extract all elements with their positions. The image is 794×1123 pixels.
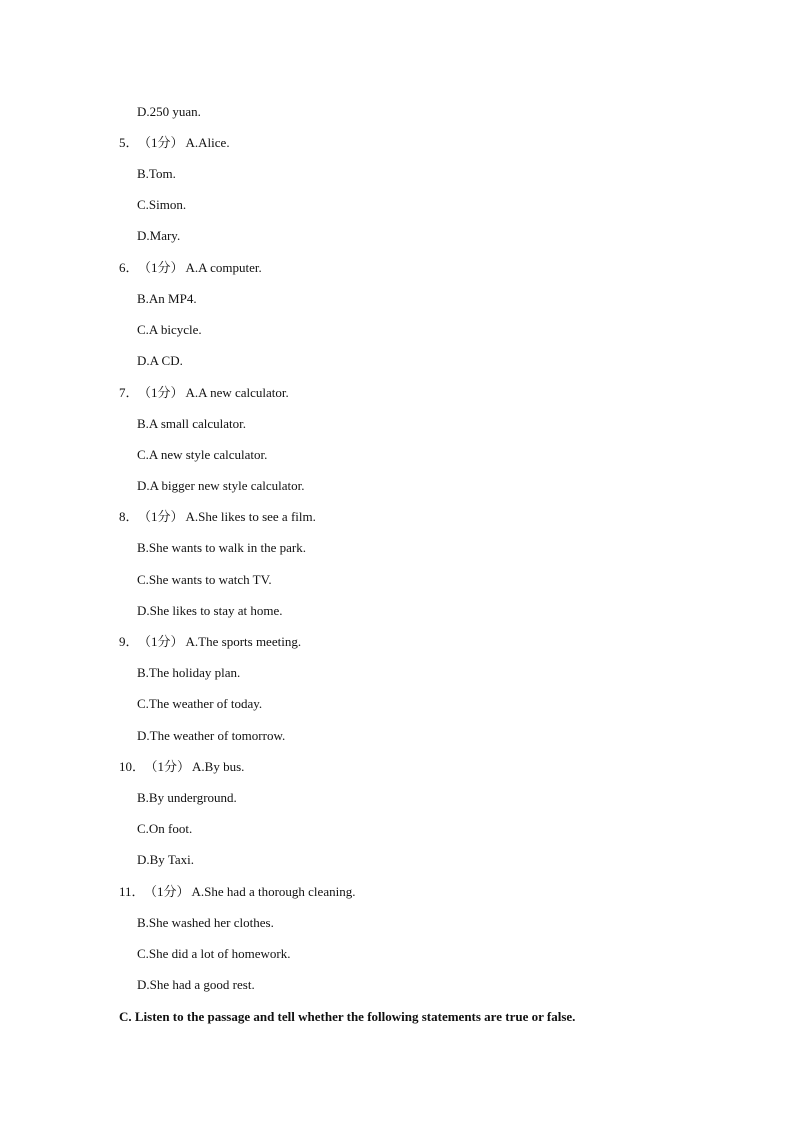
option-text: D.Mary. [137,228,181,243]
question-score: （1分） [144,509,184,524]
question-7 [119,385,289,401]
option-text: C.On foot. [137,821,193,836]
option-text: A.She had a thorough cleaning. [191,884,356,899]
option-6b [137,291,197,307]
option-5c [137,197,186,213]
option-10b [137,790,237,806]
option-5d [137,228,180,244]
option-6d [137,353,183,369]
question-score: （1分） [144,634,184,649]
option-text: A.Alice. [185,135,230,150]
option-6c [137,322,202,338]
question-score: （1分） [151,759,191,774]
section-heading: C. Listen to the passage and tell whether the following statements are true or false. [119,1009,576,1024]
question-number: 7． [119,385,139,400]
question-score: （1分） [144,260,184,275]
option-7d [137,478,305,494]
option-11c [137,946,290,962]
option-text: A.The sports meeting. [185,634,302,649]
option-7b [137,416,246,432]
question-11 [119,884,355,900]
option-9b [137,665,240,681]
option-text: A.By bus. [192,759,245,774]
question-number: 8． [119,509,139,524]
option-text: C.A bicycle. [137,322,202,337]
option-text: B.The holiday plan. [137,665,241,680]
option-text: A.A new calculator. [185,385,289,400]
option-text: B.She wants to walk in the park. [137,540,306,555]
option-text: D.She likes to stay at home. [137,603,283,618]
option-4d [137,104,201,120]
option-text: D.The weather of tomorrow. [137,728,286,743]
question-score: （1分） [150,884,190,899]
option-text: C.She did a lot of homework. [137,946,291,961]
option-text: D.250 yuan. [137,104,201,119]
option-text: C.Simon. [137,197,187,212]
option-text: B.She washed her clothes. [137,915,274,930]
question-score: （1分） [144,135,184,150]
option-8d [137,603,283,619]
option-text: D.A CD. [137,353,183,368]
option-text: C.A new style calculator. [137,447,268,462]
option-text: D.A bigger new style calculator. [137,478,305,493]
option-5b [137,166,176,182]
option-text: B.Tom. [137,166,176,181]
option-text: B.By underground. [137,790,237,805]
option-9c [137,696,262,712]
option-text: C.The weather of today. [137,696,263,711]
option-9d [137,728,285,744]
question-score: （1分） [144,385,184,400]
option-7c [137,447,267,463]
option-text: D.By Taxi. [137,852,194,867]
question-10 [119,759,244,775]
option-text: B.A small calculator. [137,416,247,431]
question-number: 11． [119,884,145,899]
option-10c [137,821,192,837]
question-8 [119,509,316,525]
question-number: 10． [119,759,146,774]
question-9 [119,634,301,650]
question-number: 9． [119,634,139,649]
question-number: 5． [119,135,139,150]
question-number: 6． [119,260,139,275]
option-text: A.A computer. [185,260,262,275]
option-11d [137,977,255,993]
option-text: A.She likes to see a film. [185,509,316,524]
option-11b [137,915,274,931]
option-text: B.An MP4. [137,291,197,306]
question-5 [119,135,230,151]
option-10d [137,852,194,868]
option-8c [137,572,272,588]
question-6 [119,260,262,276]
option-text: D.She had a good rest. [137,977,255,992]
option-text: C.She wants to watch TV. [137,572,272,587]
option-8b [137,540,306,556]
